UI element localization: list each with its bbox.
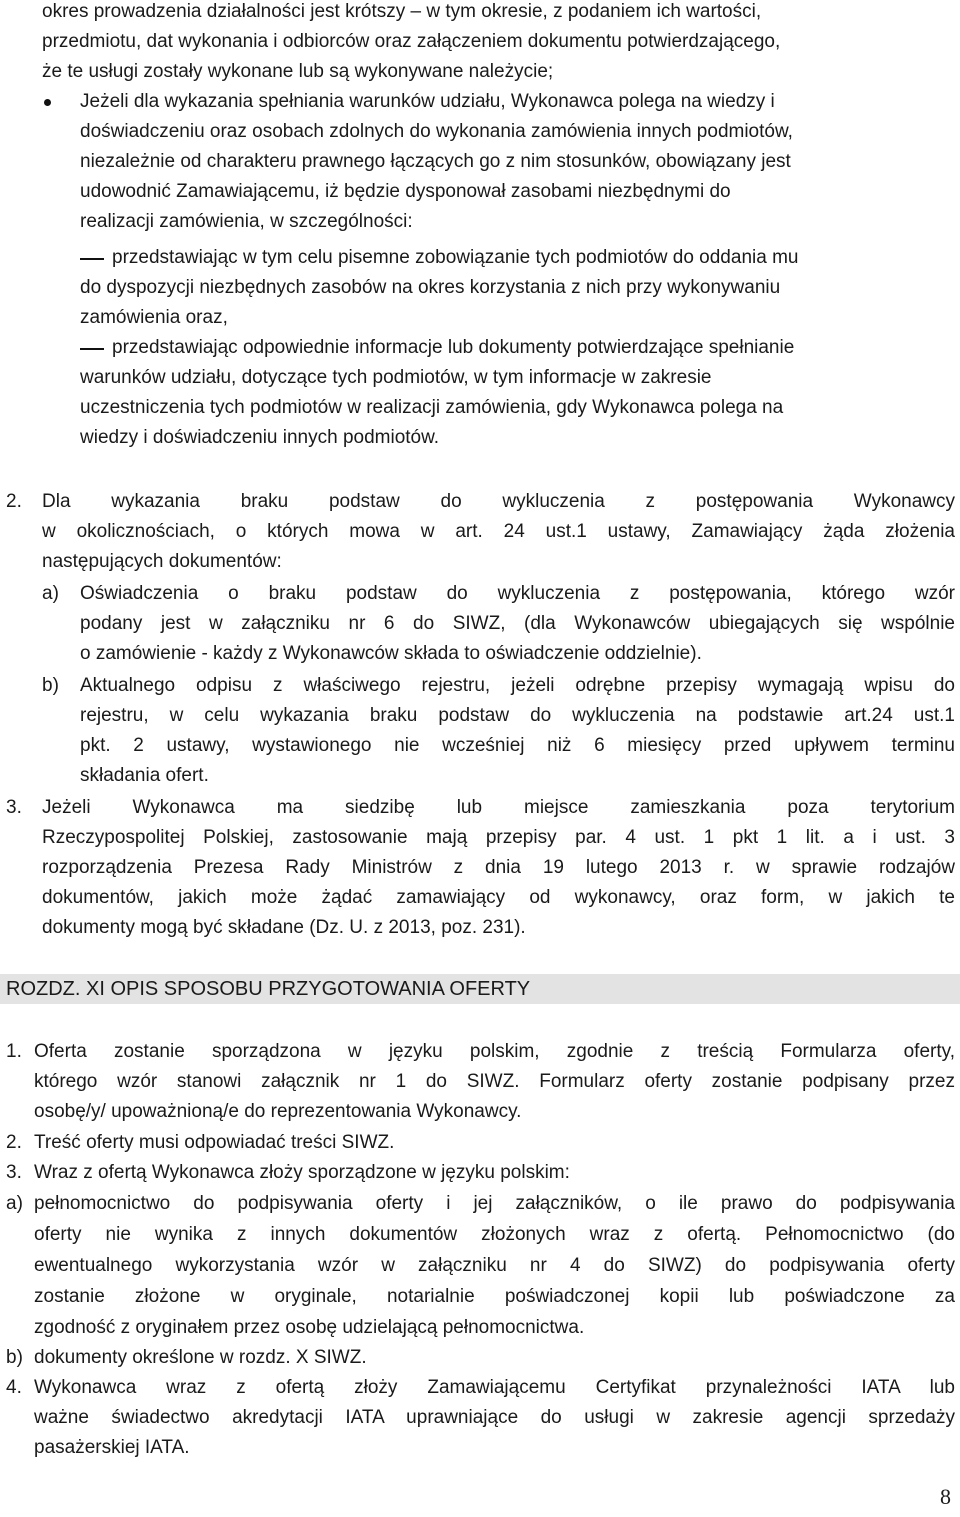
paragraph-line: Wykonawca wraz z ofertą złoży Zamawiającemu Certyfikat przynależności IATA lub [34,1377,955,1398]
paragraph-line: ewentualnego wykorzystania wzór w załączniku nr 4 do SIWZ) do podpisywania oferty [34,1255,955,1276]
dash-item-line: wiedzy i doświadczeniu innych podmiotów. [80,427,440,448]
list-letter: b) [42,675,59,696]
paragraph-line: Rzeczypospolitej Polskiej, zastosowanie mają przepisy par. 4 ust. 1 pkt 1 lit. a i ust. 3 [42,827,955,848]
paragraph-line: w okolicznościach, o których mowa w art. 24 ust.1 ustawy, Zamawiający żąda złożenia [42,521,955,542]
bullet-line: niezależnie od charakteru prawnego łączących go z nim stosunków, obowiązany jest [80,151,791,172]
paragraph-line: rejestru, w celu wykazania braku podstaw do wykluczenia na podstawie art.24 ust.1 [80,705,955,726]
bullet-line: Jeżeli dla wykazania spełniania warunków udziału, Wykonawca polega na wiedzy i [80,91,775,112]
paragraph-line: zostanie złożone w oryginale, notarialnie poświadczonej kopii lub poświadczone za [34,1286,955,1307]
list-letter: a) [6,1193,23,1214]
paragraph-line: Jeżeli Wykonawca ma siedzibę lub miejsce zamieszkania poza terytorium [42,797,955,818]
paragraph-line: Oświadczenia o braku podstaw do wykluczenia z postępowania, którego wzór [80,583,955,604]
list-number: 1. [6,1041,22,1062]
list-number: 2. [6,1132,22,1153]
paragraph-line: o zamówienie - każdy z Wykonawców składa to oświadczenie oddzielnie). [80,643,702,664]
dash-icon [80,258,104,260]
dash-item-line: do dyspozycji niezbędnych zasobów na okres korzystania z nich przy wykonywaniu [80,277,781,298]
bullet-line: realizacji zamówienia, w szczególności: [80,211,413,232]
dash-item-line: warunków udziału, dotyczące tych podmiotów, w tym informacje w zakresie [80,367,712,388]
paragraph-line: pasażerskiej IATA. [34,1437,190,1458]
paragraph-line: następujących dokumentów: [42,551,282,572]
paragraph-line: pełnomocnictwo do podpisywania oferty i jej załączników, o ile prawo do podpisywania [34,1193,955,1214]
paragraph-line: Aktualnego odpisu z właściwego rejestru, jeżeli odrębne przepisy wymagają wpisu do [80,675,955,696]
list-number: 3. [6,1162,22,1183]
paragraph-line: rozporządzenia Prezesa Rady Ministrów z dnia 19 lutego 2013 r. w sprawie rodzajów [42,857,955,878]
list-letter: b) [6,1347,23,1368]
paragraph-line: zgodność z oryginałem przez osobę udzielającą pełnomocnictwa. [34,1317,585,1338]
bullet-icon [44,99,51,106]
paragraph-line: ważne świadectwo akredytacji IATA uprawniające do usługi w zakresie agencji sprzedaży [34,1407,955,1428]
dash-item-line: zamówienia oraz, [80,307,228,328]
paragraph-line: okres prowadzenia działalności jest krótszy – w tym okresie, z podaniem ich wartości, [42,1,762,22]
paragraph-line: dokumenty określone w rozdz. X SIWZ. [34,1347,367,1368]
paragraph-line: przedmiotu, dat wykonania i odbiorców oraz załączeniem dokumentu potwierdzającego, [42,31,781,52]
dash-item-line: uczestniczenia tych podmiotów w realizacji zamówienia, gdy Wykonawca polega na [80,397,784,418]
paragraph-line: pkt. 2 ustawy, wystawionego nie wcześniej niż 6 miesięcy przed upływem terminu [80,735,955,756]
paragraph-line: osobę/y/ upoważnioną/e do reprezentowania Wykonawcy. [34,1101,522,1122]
bullet-line: doświadczeniu oraz osobach zdolnych do wykonania zamówienia innych podmiotów, [80,121,793,142]
paragraph-line: że te usługi zostały wykonane lub są wykonywane należycie; [42,61,554,82]
list-letter: a) [42,583,59,604]
section-heading: ROZDZ. XI OPIS SPOSOBU PRZYGOTOWANIA OFERTY [6,978,531,1000]
dash-item-line: przedstawiając w tym celu pisemne zobowiązanie tych podmiotów do oddania mu [112,247,799,268]
paragraph-line: Wraz z ofertą Wykonawca złoży sporządzone w języku polskim: [34,1162,570,1183]
list-number: 4. [6,1377,22,1398]
list-number: 3. [6,797,22,818]
paragraph-line: Treść oferty musi odpowiadać treści SIWZ. [34,1132,395,1153]
list-number: 2. [6,491,22,512]
dash-icon [80,348,104,350]
paragraph-line: oferty nie wynika z innych dokumentów złożonych wraz z ofertą. Pełnomocnictwo (do [34,1224,955,1245]
paragraph-line: dokumentów, jakich może żądać zamawiający od wykonawcy, oraz form, w jakich te [42,887,955,908]
page-number: 8 [940,1484,951,1509]
paragraph-line: dokumenty mogą być składane (Dz. U. z 2013, poz. 231). [42,917,526,938]
bullet-line: udowodnić Zamawiającemu, iż będzie dysponował zasobami niezbędnymi do [80,181,731,202]
dash-item-line: przedstawiając odpowiednie informacje lub dokumenty potwierdzające spełnianie [112,337,795,358]
paragraph-line: Dla wykazania braku podstaw do wykluczenia z postępowania Wykonawcy [42,491,955,512]
paragraph-line: składania ofert. [80,765,209,786]
paragraph-line: Oferta zostanie sporządzona w języku polskim, zgodnie z treścią Formularza oferty, [34,1041,955,1062]
paragraph-line: podany jest w załączniku nr 6 do SIWZ, (dla Wykonawców ubiegających się wspólnie [80,613,955,634]
paragraph-line: którego wzór stanowi załącznik nr 1 do SIWZ. Formularz oferty zostanie podpisany przez [34,1071,955,1092]
